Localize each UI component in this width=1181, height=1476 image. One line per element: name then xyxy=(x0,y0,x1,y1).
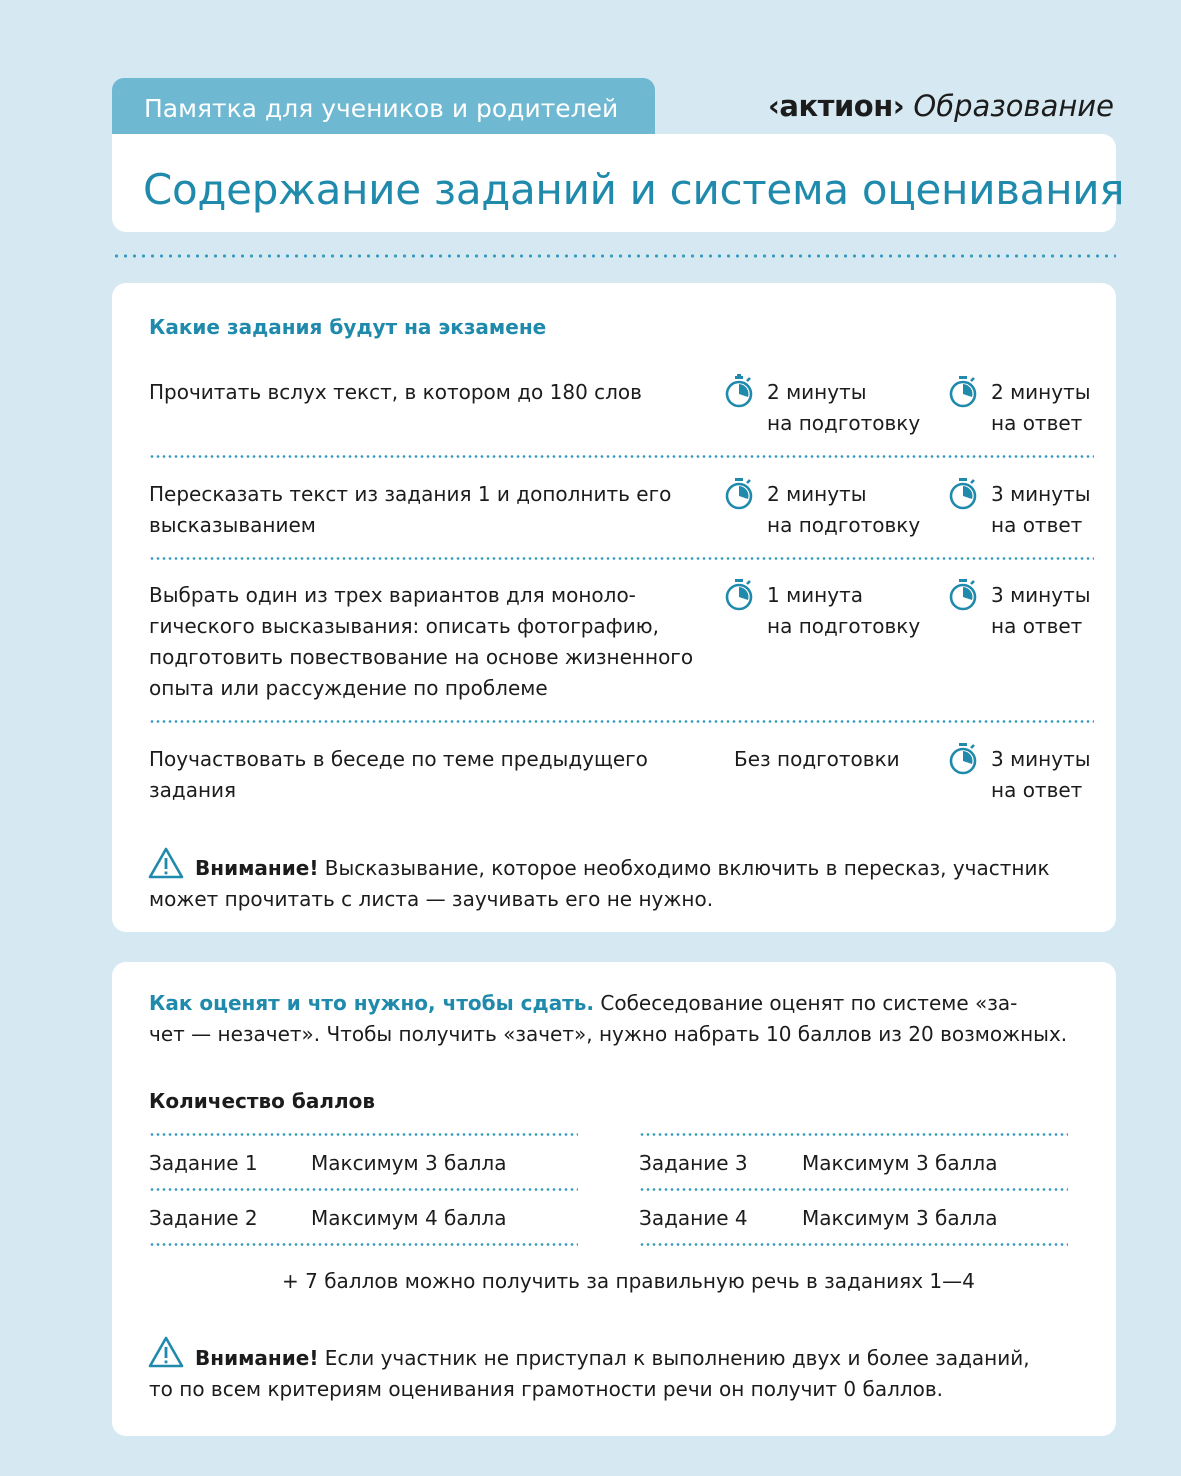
points-task-2: Задание 2 xyxy=(149,1206,258,1230)
task-3-desc-line: подготовить повествование на основе жизненного xyxy=(149,645,694,669)
task-3-desc-line: гического высказывания: описать фотографию, xyxy=(149,614,659,638)
warning-label: Внимание! xyxy=(195,856,319,880)
timer-icon xyxy=(948,374,978,408)
warning-icon xyxy=(148,1336,184,1368)
task-1-answer-label: на ответ xyxy=(991,411,1083,435)
task-2-desc-line: Пересказать текст из задания 1 и дополнить его xyxy=(149,482,672,506)
task-3-prep-label: на подготовку xyxy=(767,614,921,638)
warning-text: то по всем критериям оценивания грамотности речи он получит 0 баллов. xyxy=(149,1377,944,1401)
row-divider xyxy=(639,1133,1068,1136)
row-divider xyxy=(149,455,1094,458)
row-divider xyxy=(149,1243,578,1246)
task-2-prep-time: 2 минуты xyxy=(767,482,867,506)
task-3-prep-time: 1 минута xyxy=(767,583,863,607)
points-max-3: Максимум 3 балла xyxy=(802,1151,998,1175)
warning-label: Внимание! xyxy=(195,1346,319,1370)
task-3-answer-time: 3 минуты xyxy=(991,583,1091,607)
task-2-prep-label: на подготовку xyxy=(767,513,921,537)
warning-note xyxy=(195,1343,1030,1374)
timer-icon xyxy=(948,577,978,611)
warning-note xyxy=(195,853,1050,884)
brand-logo xyxy=(712,86,1114,126)
points-max-1: Максимум 3 балла xyxy=(311,1151,507,1175)
task-1-prep-label: на подготовку xyxy=(767,411,921,435)
tasks-card xyxy=(112,283,1116,932)
warning-text: Высказывание, которое необходимо включить в пересказ, участник xyxy=(324,856,1050,880)
timer-icon xyxy=(948,741,978,775)
row-divider xyxy=(149,1188,578,1191)
brand-logo-suffix: Образование xyxy=(913,89,1114,123)
task-1-answer-time: 2 минуты xyxy=(991,380,1091,404)
task-4-desc-line: Поучаствовать в беседе по теме предыдущего xyxy=(149,747,648,771)
grading-intro-text: Собеседование оценят по системе «за- xyxy=(600,991,1018,1015)
audience-tag: Памятка для учеников и родителей xyxy=(112,78,655,138)
brand-logo-mark: ‹актион› xyxy=(767,89,905,123)
task-4-prep-time: Без подготовки xyxy=(734,747,900,771)
row-divider xyxy=(149,557,1094,560)
warning-text: Если участник не приступал к выполнению двух и более заданий, xyxy=(324,1346,1030,1370)
row-divider xyxy=(149,1133,578,1136)
tasks-heading: Какие задания будут на экзамене xyxy=(149,315,547,339)
grading-intro-text: чет — незачет». Чтобы получить «зачет», нужно набрать 10 баллов из 20 возможных. xyxy=(149,1022,1068,1046)
warning-icon xyxy=(148,847,184,879)
task-3-desc-line: Выбрать один из трех вариантов для моноло- xyxy=(149,583,636,607)
task-1-prep-time: 2 минуты xyxy=(767,380,867,404)
timer-icon xyxy=(724,374,754,408)
points-task-4: Задание 4 xyxy=(639,1206,748,1230)
page-title: Содержание заданий и система оценивания xyxy=(112,134,1116,232)
grading-card xyxy=(112,962,1116,1436)
task-3-answer-label: на ответ xyxy=(991,614,1083,638)
row-divider xyxy=(639,1188,1068,1191)
task-2-answer-label: на ответ xyxy=(991,513,1083,537)
points-task-3: Задание 3 xyxy=(639,1151,748,1175)
task-4-answer-label: на ответ xyxy=(991,778,1083,802)
points-max-2: Максимум 4 балла xyxy=(311,1206,507,1230)
timer-icon xyxy=(724,577,754,611)
task-2-desc-line: высказыванием xyxy=(149,513,316,537)
grading-intro xyxy=(149,988,1017,1019)
bonus-points: + 7 баллов можно получить за правильную речь в заданиях 1—4 xyxy=(282,1269,975,1293)
points-max-4: Максимум 3 балла xyxy=(802,1206,998,1230)
dotted-divider xyxy=(112,254,1116,258)
row-divider xyxy=(149,720,1094,723)
task-4-desc-line: задания xyxy=(149,778,237,802)
points-heading: Количество баллов xyxy=(149,1089,376,1113)
task-2-answer-time: 3 минуты xyxy=(991,482,1091,506)
grading-heading: Как оценят и что нужно, чтобы сдать. xyxy=(149,991,595,1015)
timer-icon xyxy=(724,476,754,510)
timer-icon xyxy=(948,476,978,510)
warning-text: может прочитать с листа — заучивать его не нужно. xyxy=(149,887,714,911)
task-4-answer-time: 3 минуты xyxy=(991,747,1091,771)
points-task-1: Задание 1 xyxy=(149,1151,258,1175)
task-1-desc-line: Прочитать вслух текст, в котором до 180 слов xyxy=(149,380,642,404)
row-divider xyxy=(639,1243,1068,1246)
task-3-desc-line: опыта или рассуждение по проблеме xyxy=(149,676,548,700)
